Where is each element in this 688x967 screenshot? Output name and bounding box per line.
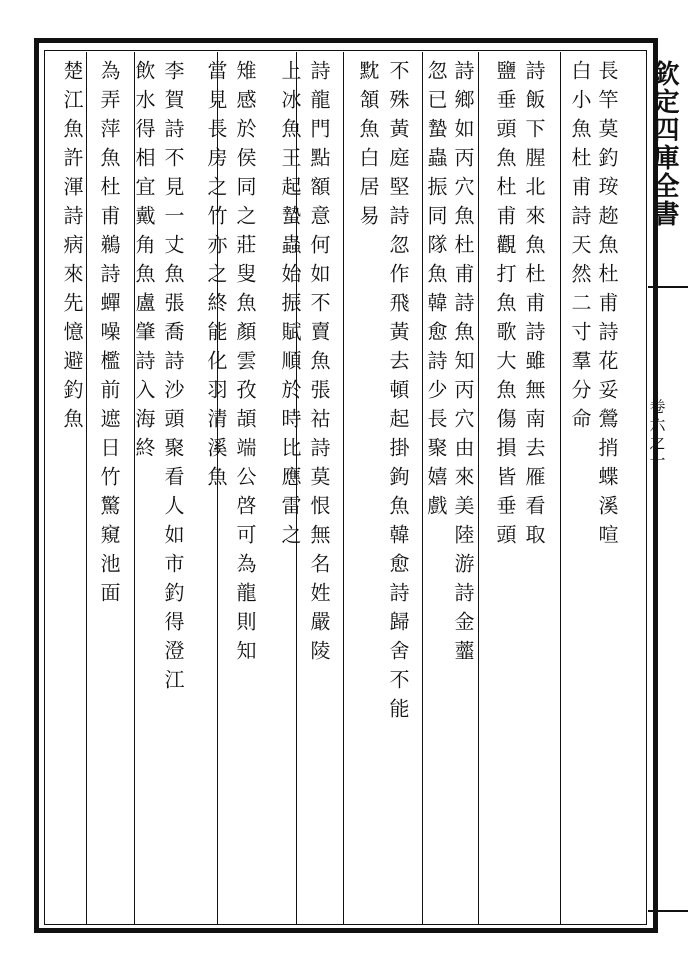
column-text: 鹽垂頭魚杜甫觀打魚歌大魚傷損皆垂頭 xyxy=(493,60,517,553)
column-rule xyxy=(478,52,479,924)
text-column xyxy=(524,60,544,922)
text-column xyxy=(358,60,378,922)
column-text: 飲水得相宜戴角魚盧肇詩入海終 xyxy=(132,60,156,466)
column-text: 詩龍門點額意何如不賣魚張祜詩莫恨無名姓嚴陵 xyxy=(307,60,331,669)
column-rule xyxy=(560,52,561,924)
text-column xyxy=(309,60,329,922)
text-column xyxy=(495,60,515,922)
text-column xyxy=(388,60,408,922)
column-text: 為弄萍魚杜甫鵜詩蟬噪檻前遮日竹驚窺池面 xyxy=(97,60,121,611)
text-column xyxy=(280,60,300,922)
text-column xyxy=(134,60,154,922)
margin-rule xyxy=(648,910,688,912)
text-column xyxy=(99,60,119,922)
margin-rule xyxy=(648,286,688,288)
text-column xyxy=(163,60,183,922)
column-text: 長竿莫釣𤥃趂魚杜甫詩花妥鶯捎蝶溪喧 xyxy=(595,60,619,553)
column-text: 當見長房之竹亦之終能化羽清溪魚 xyxy=(204,60,228,495)
margin-title: 欽定四庫全書 xyxy=(649,60,679,228)
text-column xyxy=(570,60,590,922)
column-text: 李賀詩不見一丈魚張喬詩沙頭聚看人如市釣得澄江 xyxy=(161,60,185,698)
text-column xyxy=(62,60,82,922)
column-text: 詩鄉如丙穴魚杜甫詩魚知丙穴由來美陸游詩金虀 xyxy=(451,60,475,669)
column-text: 雉感於侯同之莊叟魚顏雲孜頡端公啓可為龍則知 xyxy=(233,60,257,669)
text-column xyxy=(235,60,255,922)
column-text: 忽已蟄蟲振同隊魚韓愈詩少長聚嬉戲 xyxy=(424,60,448,524)
column-text: 上冰魚王起蟄蟲始振賦順於時比應雷之 xyxy=(278,60,302,553)
column-rule xyxy=(86,52,87,924)
text-column xyxy=(206,60,226,922)
column-text: 詩飯下腥北來魚杜甫詩雖無南去雁看取 xyxy=(522,60,546,553)
column-text: 楚江魚許渾詩病來先憶避釣魚 xyxy=(60,60,84,437)
text-column xyxy=(597,60,617,922)
text-column xyxy=(453,60,473,922)
column-rule xyxy=(422,52,423,924)
column-text: 不殊黃庭堅詩忽作飛黃去頓起掛鉤魚韓愈詩歸舍不能 xyxy=(386,60,410,727)
column-text: 白小魚杜甫詩天然二寸羣分命 xyxy=(568,60,592,437)
text-column xyxy=(426,60,446,922)
column-text: 黕頷魚白居易 xyxy=(356,60,380,234)
column-rule xyxy=(343,52,344,924)
margin-volume: 卷六之一 xyxy=(647,398,666,470)
